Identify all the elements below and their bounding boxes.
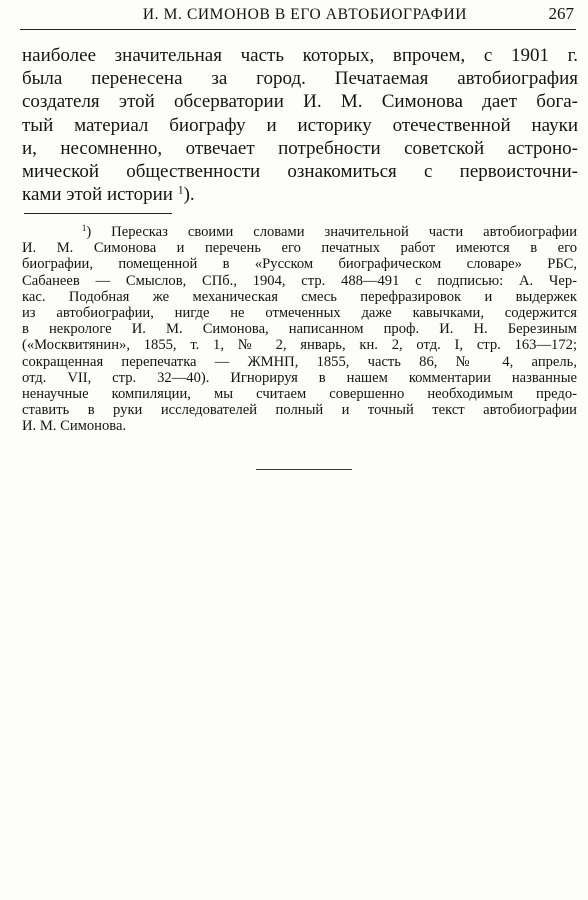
main-paragraph (22, 44, 578, 206)
footnote-separator (24, 213, 172, 214)
footnote-marker: 1 (81, 224, 87, 234)
text-line: мической общественности ознакомиться с первоисточни- (22, 161, 578, 183)
footnote-line: кас. Подобная же механическая смесь перефразировок и выдержек (22, 288, 577, 305)
footnote-line: ненаучные компиляции, мы считаем совершенно необходимым предо- (22, 386, 577, 403)
footnote-line: ) Пересказ своими словами значительной части автобиографии (86, 224, 577, 240)
footnote-line: Сабанеев — Смыслов, СПб., 1904, стр. 488—491 с подписью: А. Чер- (22, 272, 577, 289)
footnote-line: из автобиографии, нигде не отмеченных даже кавычками, содержится (22, 305, 577, 322)
footnote-line: («Москвитянин», 1855, т. 1, № 2, январь, кн. 2, отд. I, стр. 163—172; (22, 337, 577, 354)
text-line: создателя этой обсерватории И. М. Симонова дает бога- (22, 91, 578, 113)
footnote-line: в некрологе И. М. Симонова, написанном проф. И. Н. Березиным (22, 321, 577, 338)
text-line: и, несомненно, отвечает потребности советской астроно- (22, 137, 578, 159)
text-line: ками этой истории (22, 184, 173, 206)
page-number: 267 (548, 4, 574, 23)
footnote-line: биографии, помещенной в «Русском биографическом словаре» РБС, (22, 256, 577, 273)
footnote-line: И. М. Симонова. (22, 418, 127, 435)
text-line-end: ). (183, 184, 195, 206)
footnote-line: сокращенная перепечатка — ЖМНП, 1855, часть 86, № 4, апрель, (22, 353, 577, 370)
text-line-last (22, 183, 578, 206)
running-title: И. М. СИМОНОВ В ЕГО АВТОБИОГРАФИИ (142, 6, 468, 23)
page-header (20, 0, 576, 30)
footnote-line: отд. VII, стр. 32—40). Игнорируя в нашем комментарии названные (22, 369, 577, 386)
footnote-line-first (22, 224, 577, 240)
footnote-line: ставить в руки исследователей полный и точный текст автобиографии (22, 402, 577, 419)
footnote (22, 224, 577, 435)
end-rule (256, 469, 352, 470)
text-line: наиболее значительная часть которых, впрочем, с 1901 г. (22, 45, 578, 66)
text-line: была перенесена за город. Печатаемая автобиография (22, 68, 578, 90)
footnote-reference[interactable]: 1 (177, 183, 184, 197)
footnote-line: И. М. Симонова и перечень его печатных работ имеются в его (22, 240, 577, 257)
text-line: тый материал биографу и историку отечественной науки (22, 114, 578, 136)
